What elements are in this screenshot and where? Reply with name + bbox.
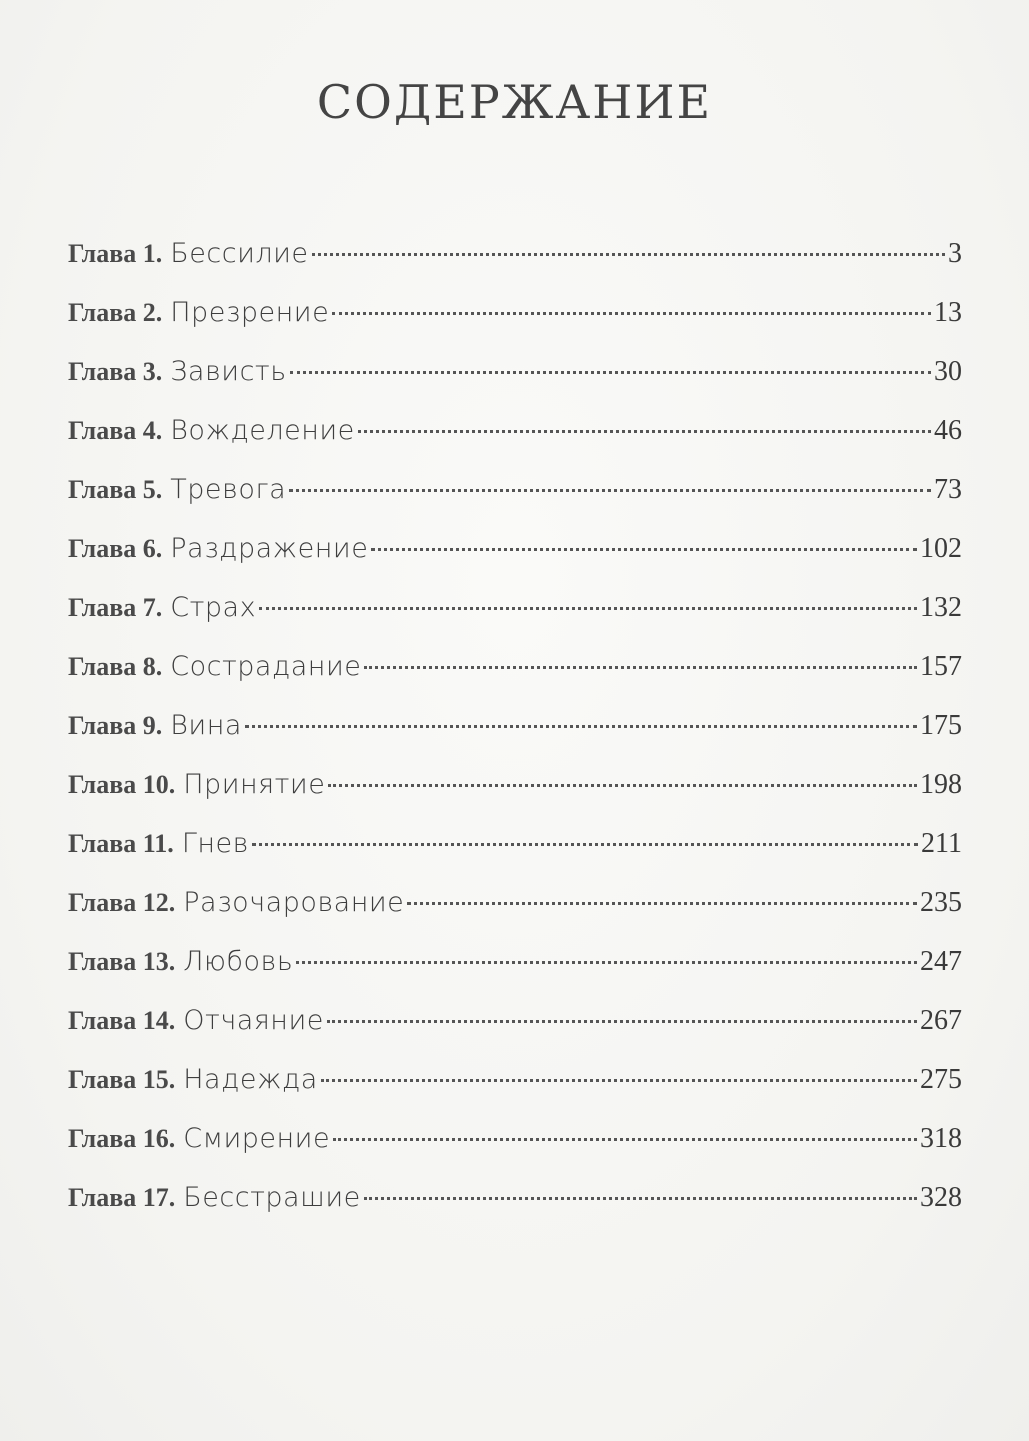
chapter-number: Глава 14. [68, 1006, 176, 1035]
chapter-title: Принятие [183, 769, 326, 800]
chapter-number: Глава 12. [68, 888, 176, 917]
chapter-title: Гнев [181, 828, 249, 859]
page-number: 13 [934, 297, 962, 328]
chapter-title: Страх [170, 592, 257, 623]
toc-entry [68, 946, 962, 1005]
table-of-contents [68, 238, 962, 1241]
chapter-title: Раздражение [170, 533, 369, 564]
chapter-title: Сострадание [170, 651, 362, 682]
page-number: 132 [920, 592, 962, 623]
chapter-title: Надежда [183, 1064, 318, 1095]
toc-entry [68, 533, 962, 592]
toc-entry [68, 356, 962, 415]
chapter-number: Глава 13. [68, 947, 176, 976]
chapter-title: Отчаяние [183, 1005, 324, 1036]
page-number: 175 [920, 710, 962, 741]
chapter-title: Презрение [170, 297, 330, 328]
toc-entry [68, 1064, 962, 1123]
chapter-title: Вожделение [170, 415, 355, 446]
chapter-number: Глава 4. [68, 416, 163, 445]
chapter-number: Глава 16. [68, 1124, 176, 1153]
dot-leader [259, 607, 917, 610]
page-number: 157 [920, 651, 962, 682]
toc-entry [68, 474, 962, 533]
chapter-title: Смирение [183, 1123, 331, 1154]
chapter-title: Вина [170, 710, 242, 741]
dot-leader [328, 784, 917, 787]
page-number: 30 [934, 356, 962, 387]
toc-entry [68, 592, 962, 651]
chapter-title: Бессилие [170, 238, 309, 269]
chapter-number: Глава 10. [68, 770, 176, 799]
page-number: 247 [920, 946, 962, 977]
dot-leader [290, 371, 931, 374]
chapter-number: Глава 11. [68, 829, 174, 858]
toc-entry [68, 1123, 962, 1182]
toc-entry [68, 297, 962, 356]
page-number: 318 [920, 1123, 962, 1154]
toc-entry [68, 1005, 962, 1064]
page-number: 3 [948, 238, 962, 269]
page-number: 275 [920, 1064, 962, 1095]
toc-entry [68, 1182, 962, 1241]
toc-entry [68, 710, 962, 769]
chapter-title: Зависть [170, 356, 287, 387]
chapter-title: Тревога [170, 474, 287, 505]
toc-entry [68, 887, 962, 946]
chapter-number: Глава 3. [68, 357, 163, 386]
chapter-number: Глава 2. [68, 298, 163, 327]
page-number: 46 [934, 415, 962, 446]
page-number: 73 [934, 474, 962, 505]
chapter-number: Глава 1. [68, 239, 163, 268]
page-number: 102 [920, 533, 962, 564]
chapter-number: Глава 7. [68, 593, 163, 622]
toc-entry [68, 415, 962, 474]
page-number: 198 [920, 769, 962, 800]
page-number: 267 [920, 1005, 962, 1036]
chapter-number: Глава 17. [68, 1183, 176, 1212]
page-number: 328 [920, 1182, 962, 1213]
toc-entry [68, 238, 962, 297]
dot-leader [252, 843, 918, 846]
dot-leader [321, 1079, 917, 1082]
chapter-number: Глава 5. [68, 475, 163, 504]
dot-leader [245, 725, 917, 728]
chapter-title: Любовь [183, 946, 294, 977]
chapter-number: Глава 6. [68, 534, 163, 563]
dot-leader [371, 548, 917, 551]
page-number: 235 [920, 887, 962, 918]
toc-entry [68, 651, 962, 710]
chapter-title: Бесстрашие [183, 1182, 361, 1213]
toc-entry [68, 769, 962, 828]
chapter-title: Разочарование [183, 887, 405, 918]
page-number: 211 [921, 828, 962, 859]
chapter-number: Глава 9. [68, 711, 163, 740]
dot-leader [289, 489, 931, 492]
dot-leader [332, 312, 931, 315]
dot-leader [407, 902, 917, 905]
chapter-number: Глава 15. [68, 1065, 176, 1094]
chapter-number: Глава 8. [68, 652, 163, 681]
toc-entry [68, 828, 962, 887]
dot-leader [358, 430, 931, 433]
dot-leader [327, 1020, 917, 1023]
page-title: СОДЕРЖАНИЕ [316, 75, 713, 129]
dot-leader [333, 1138, 917, 1141]
dot-leader [364, 666, 917, 669]
dot-leader [312, 253, 945, 256]
dot-leader [296, 961, 917, 964]
dot-leader [364, 1197, 917, 1200]
